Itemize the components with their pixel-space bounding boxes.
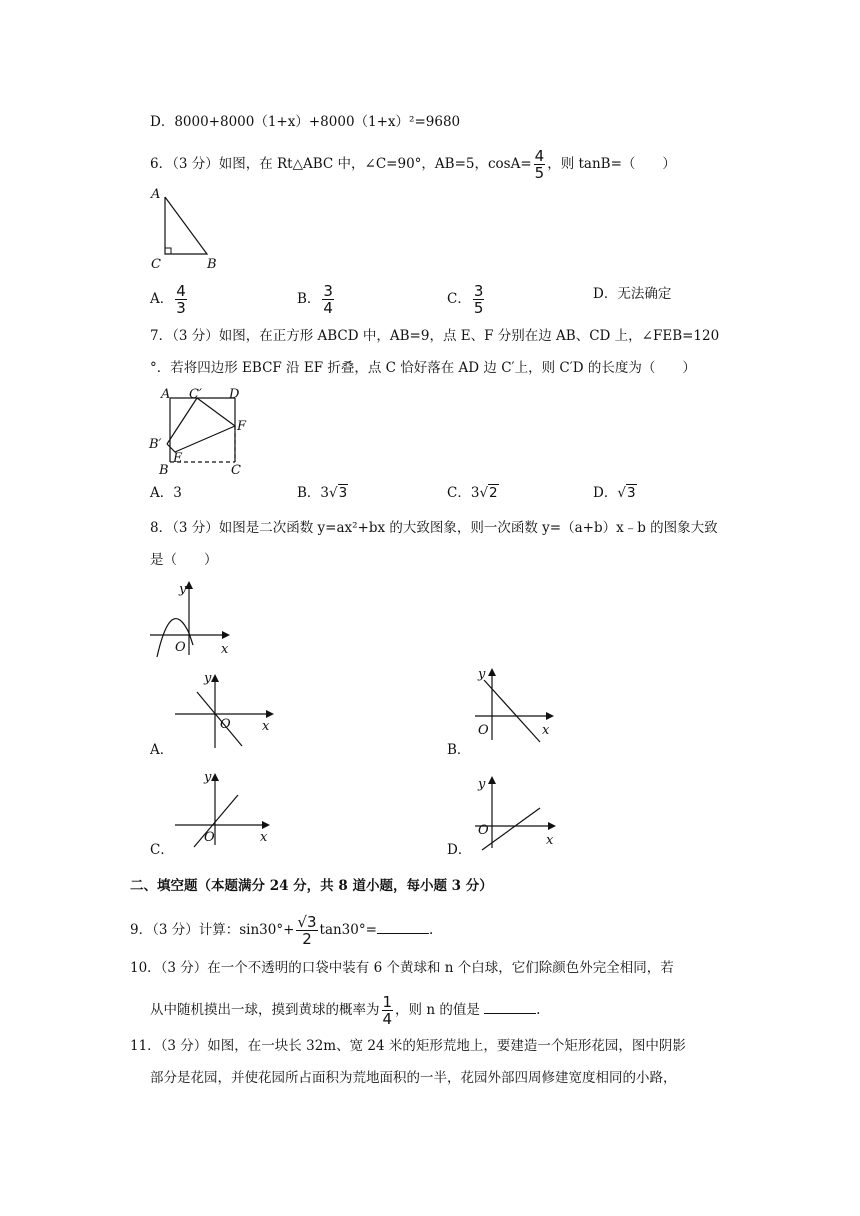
q8-axis-y: y: [179, 582, 187, 597]
svg-text:y: y: [478, 777, 486, 792]
q6-triangle-figure: [145, 182, 235, 272]
q6-option-d[interactable]: D．无法确定: [593, 286, 672, 302]
q6-label-a: A: [151, 187, 161, 202]
q9-fraction: $\frac{√3}{2}$: [297, 913, 317, 948]
svg-text:y: y: [478, 667, 486, 682]
svg-text:x: x: [542, 723, 550, 738]
q6-stem: [150, 148, 676, 181]
q10-line2: 从中随机摸出一球，摸到黄球的概率为 $\frac{1}{4}$ ，则 n 的值是 .: [150, 993, 541, 1028]
q8-parabola-figure: [145, 575, 245, 660]
q8-option-c[interactable]: C．: [150, 842, 174, 858]
svg-text:x: x: [262, 719, 270, 734]
q5-option-d: D．8000+8000（1+x）+8000（1+x）²=9680: [150, 114, 461, 130]
q6-option-a[interactable]: A． $\frac{4}{3}$: [150, 282, 186, 317]
svg-text:O: O: [204, 830, 215, 845]
q7-label-b: B: [159, 463, 169, 477]
q8-line1: 8．（3 分）如图是二次函数 y=ax²+bx 的大致图象，则一次函数 y=（a+b）x﹣b 的图象大致: [150, 520, 718, 536]
q7-option-a[interactable]: A．3: [150, 485, 182, 501]
q7-square-figure: [145, 382, 255, 477]
svg-text:O: O: [478, 723, 489, 738]
q7-label-c: C: [231, 463, 241, 477]
svg-text:x: x: [546, 833, 554, 848]
q6-suffix: ，则 tanB=（ ）: [547, 156, 676, 172]
svg-text:x: x: [260, 830, 268, 845]
q6-option-c[interactable]: C． $\frac{3}{5}$: [447, 282, 484, 317]
q6-label-b: B: [207, 257, 217, 272]
q7-label-c-prime: C′: [189, 387, 202, 402]
q11-line1: 11．（3 分）如图，在一块长 32m、宽 24 米的矩形荒地上，要建造一个矩形花园，图中阴影: [130, 1038, 686, 1054]
q6-prefix: 6．（3 分）如图，在 Rt△ABC 中，∠C=90°，AB=5，cosA=: [150, 156, 532, 172]
q8-option-c-graph: [170, 765, 280, 850]
q7-label-d: D: [229, 387, 240, 402]
q7-label-b-prime: B′: [149, 437, 162, 452]
q8-axis-o: O: [175, 640, 186, 655]
q6-label-c: C: [151, 257, 161, 272]
q11-line2: 部分是花园，并使花园所占面积为荒地面积的一半，花园外部四周修建宽度相同的小路，: [150, 1070, 677, 1086]
q7-label-e: E: [173, 451, 183, 466]
q6-option-b[interactable]: B． $\frac{3}{4}$: [297, 282, 333, 317]
q8-option-b[interactable]: B．: [447, 742, 471, 758]
q10-answer-blank[interactable]: [484, 999, 536, 1014]
q7-label-f: F: [237, 419, 247, 434]
q8-option-a-graph: [170, 668, 280, 753]
q8-option-a[interactable]: A．: [150, 742, 174, 758]
q9-answer-blank[interactable]: [377, 919, 429, 934]
q7-option-b[interactable]: B．3√3: [297, 485, 348, 501]
q8-axis-x: x: [221, 642, 229, 657]
q8-option-d-graph: [470, 768, 580, 853]
q7-line1: 7．（3 分）如图，在正方形 ABCD 中，AB=9，点 E、F 分别在边 AB、CD 上，∠FEB=120: [150, 328, 720, 344]
q8-line2: 是（ ）: [150, 552, 218, 568]
q10-fraction: $\frac{1}{4}$: [382, 993, 393, 1028]
svg-text:y: y: [204, 671, 212, 686]
svg-text:y: y: [204, 770, 212, 785]
q9-stem: 9．（3 分）计算：sin30°+ $\frac{√3}{2}$ tan30°= .: [130, 913, 434, 948]
svg-text:O: O: [220, 717, 231, 732]
q10-line1: 10．（3 分）在一个不透明的口袋中装有 6 个黄球和 n 个白球，它们除颜色外完全相同，若: [130, 960, 674, 976]
q7-option-d[interactable]: D．√3: [593, 485, 636, 501]
q8-option-b-graph: [470, 660, 580, 745]
q7-option-c[interactable]: C．3√2: [447, 485, 498, 501]
q7-line2: °．若将四边形 EBCF 沿 EF 折叠，点 C 恰好落在 AD 边 C′上，则 C′D 的长度为（ ）: [150, 360, 696, 376]
q7-label-a: A: [161, 387, 171, 402]
svg-text:O: O: [478, 823, 489, 838]
q6-fraction: $\frac{4}{5}$: [534, 147, 545, 182]
q8-option-d[interactable]: D．: [447, 842, 472, 858]
section2-title: 二、填空题（本题满分 24 分，共 8 道小题，每小题 3 分）: [130, 878, 493, 894]
